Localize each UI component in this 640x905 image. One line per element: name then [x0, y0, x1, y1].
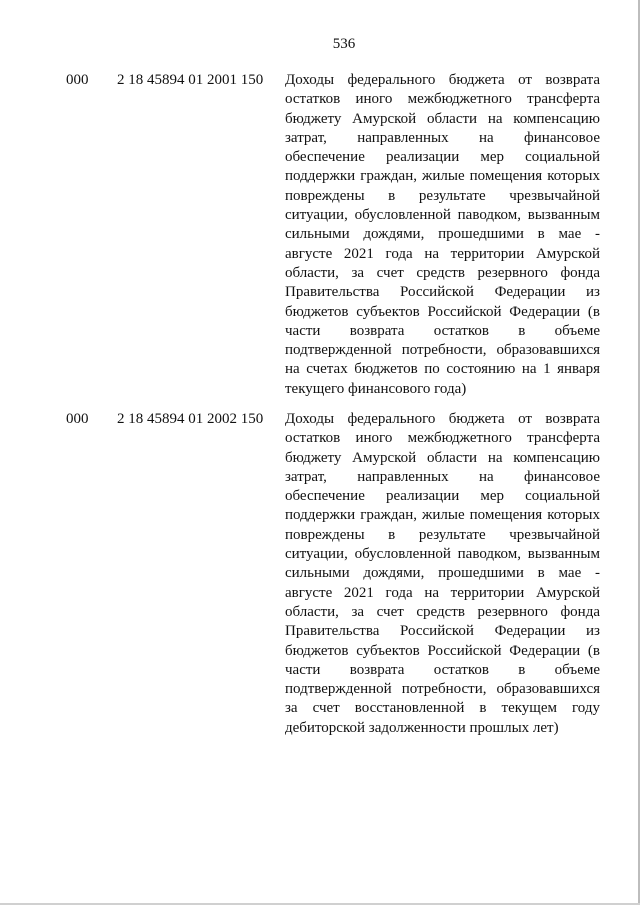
income-description: Доходы федерального бюджета от возврата остатков иного межбюджетного трансферта бюджету Амурской области на компенсацию затрат, направленных на финансовое обеспечение реализации мер социальной поддержки граждан, жилые помещения которых повреждены в результате чрезвычайной ситуации, обусловленной паводком, вызванным сильными дождями, прошедшими в мае - августе 2021 года на территории Амурской области, за счет средств резервного фонда Правительства Российской Федерации из бюджетов субъектов Российской Федерации (в части возврата остатков в объеме подтвержденной потребности, образовавшихся за счет восстановленной в текущем году дебиторской задолженности прошлых лет) [285, 411, 600, 736]
classification-code: 2 18 45894 01 2001 150 [117, 72, 264, 88]
classification-code: 2 18 45894 01 2002 150 [117, 411, 264, 427]
admin-code: 000 [66, 411, 89, 427]
page-number-text: 536 [332, 36, 356, 52]
admin-code: 000 [66, 72, 89, 88]
income-description: Доходы федерального бюджета от возврата остатков иного межбюджетного трансферта бюджету Амурской области на компенсацию затрат, направленных на финансовое обеспечение реализации мер социальной поддержки граждан, жилые помещения которых повреждены в результате чрезвычайной ситуации, обусловленной паводком, вызванным сильными дождями, прошедшими в мае - августе 2021 года на территории Амурской области, за счет средств резервного фонда Правительства Российской Федерации из бюджетов субъектов Российской Федерации (в части возврата остатков в объеме подтвержденной потребности, образовавшихся на счетах бюджетов по состоянию на 1 января текущего финансового года) [285, 72, 600, 397]
page-number [0, 36, 640, 53]
